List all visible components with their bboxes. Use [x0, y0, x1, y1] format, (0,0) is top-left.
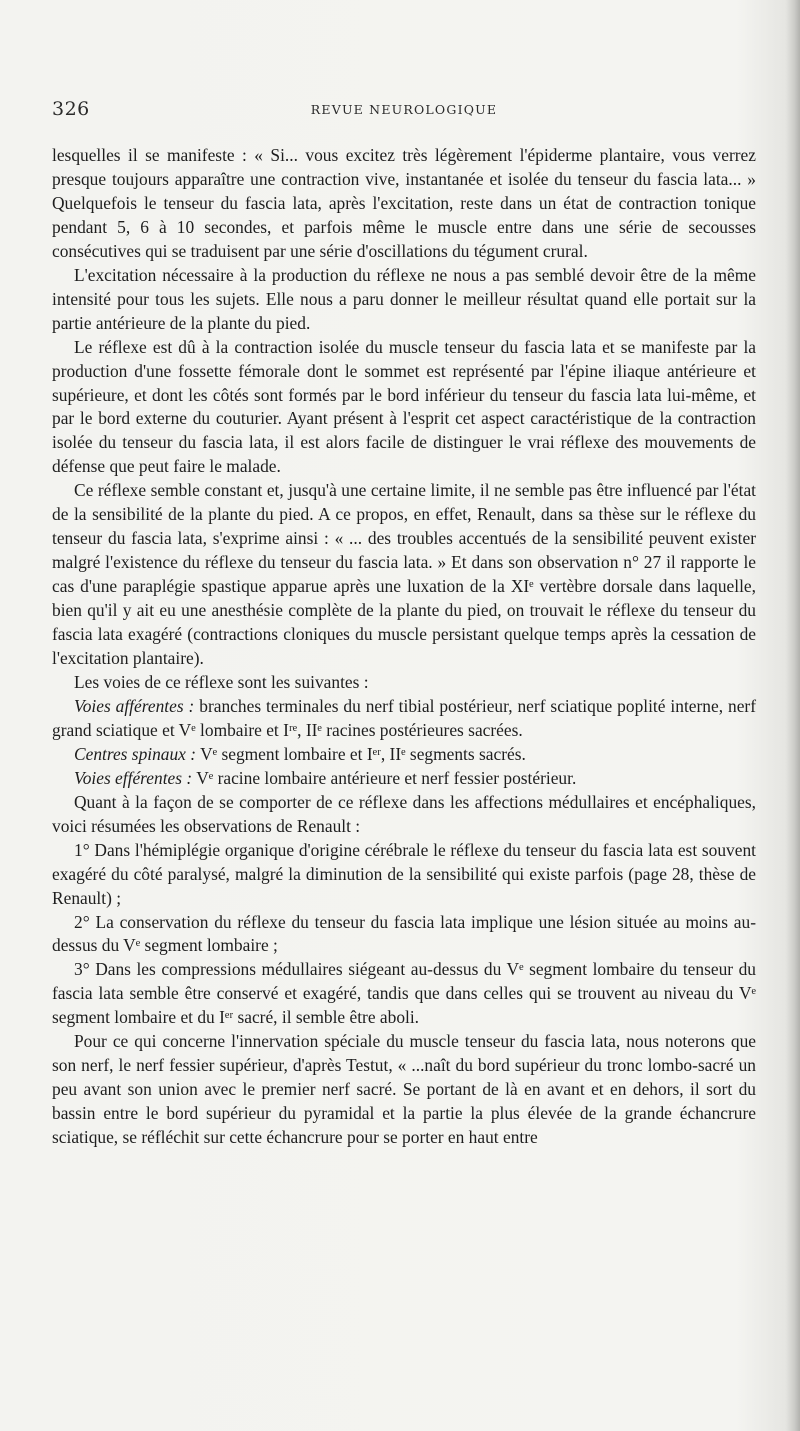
body-text	[52, 144, 756, 1150]
paragraph: L'excitation nécessaire à la production du réflexe ne nous a pas semblé devoir être de la même intensité pour tous les sujets. Elle nous a paru donner le meilleur résultat quand elle portait sur la partie antérieure de la plante du pied.	[52, 264, 756, 333]
paragraph: Le réflexe est dû à la contraction isolée du muscle tenseur du fascia lata et se manifeste par la production d'une fossette fémorale dont le sommet est représenté par l'épine iliaque antérieure et supérieure, et dont les côtés sont formés par le bord inférieur du tenseur du fascia lata lui-même, et par le bord externe du couturier. Ayant présent à l'esprit cet aspect caractéristique de la contraction isolée du tenseur du fascia lata, il est alors facile de distinguer le vrai réflexe des mouvements de défense que peut faire le malade.	[52, 336, 756, 477]
page-edge-shadow	[786, 0, 800, 1431]
observation-item: 2° La conservation du réflexe du tenseur du fascia lata implique une lésion située au moins au-dessus du Vᵉ segment lombaire ;	[52, 911, 756, 956]
observations-intro: Quant à la façon de se comporter de ce réflexe dans les affections médullaires et encéphaliques, voici résumées les observations de Renault :	[52, 791, 756, 836]
paragraph: lesquelles il se manifeste : « Si... vous excitez très légèrement l'épiderme plantaire, vous verrez presque toujours apparaître une contraction vive, instantanée et isolée du tenseur du fascia lata... » Quelquefois le tenseur du fascia lata, après l'excitation, reste dans un état de contraction tonique pendant 5, 6 à 10 secondes, et parfois même le muscle entre dans une série de secousses consécutives qui se traduisent par une série d'oscillations du tégument crural.	[52, 145, 756, 261]
pathway-label: Centres spinaux :	[74, 743, 197, 764]
pathway-afferent	[52, 695, 756, 743]
paragraph: Les voies de ce réflexe sont les suivantes :	[74, 671, 369, 692]
running-title: REVUE NEUROLOGIQUE	[310, 102, 498, 117]
paragraph: Ce réflexe semble constant et, jusqu'à une certaine limite, il ne semble pas être influencé par l'état de la sensibilité de la plante du pied. A ce propos, en effet, Renault, dans sa thèse sur le réflexe du tenseur du fascia lata, s'exprime ainsi : « ... des troubles accentués de la sensibilité peuvent exister malgré l'existence du réflexe du tenseur du fascia lata. » Et dans son observation n° 27 il rapporte le cas d'une paraplégie spastique apparue après une luxation de la XIᵉ vertèbre dorsale dans laquelle, bien qu'il y ait eu une anesthésie complète de la plante du pied, on trouvait le réflexe du tenseur du fascia lata exagéré (contractions cloniques du muscle persistant quelque temps après la cessation de l'excitation plantaire).	[52, 480, 756, 669]
page-header	[52, 98, 756, 122]
pathway-spinal-centres	[52, 743, 756, 767]
pathway-text: Vᵉ racine lombaire antérieure et nerf fessier postérieur.	[196, 767, 577, 788]
pathway-text: Vᵉ segment lombaire et Iᵉʳ, IIᵉ segments sacrés.	[200, 743, 526, 764]
paragraph: Pour ce qui concerne l'innervation spéciale du muscle tenseur du fascia lata, nous noterons que son nerf, le nerf fessier supérieur, d'après Testut, « ...naît du bord supérieur du tronc lombo-sacré un peu avant son union avec le premier nerf sacré. Se portant de là en avant et en dehors, il sort du bassin entre le bord supérieur du pyramidal et la partie la plus élevée de la grande échancrure sciatique, se réfléchit sur cette échancrure pour se porter en haut entre	[52, 1031, 756, 1148]
pathway-efferent	[52, 767, 756, 791]
pathway-label: Voies efférentes :	[74, 767, 193, 788]
observation-item: 1° Dans l'hémiplégie organique d'origine cérébrale le réflexe du tenseur du fascia lata est souvent exagéré du côté paralysé, malgré la diminution de la sensibilité qui existe parfois (page 28, thèse de Renault) ;	[52, 839, 756, 908]
page-number: 326	[52, 98, 90, 120]
pathway-label: Voies afférentes :	[74, 695, 195, 716]
observation-item: 3° Dans les compressions médullaires siégeant au-dessus du Vᵉ segment lombaire du tenseur du fascia lata semble être conservé et exagéré, tandis que dans celles qui se trouvent au niveau du Vᵉ segment lombaire et du Iᵉʳ sacré, il semble être aboli.	[52, 959, 756, 1028]
pathway-text: branches terminales du nerf tibial postérieur, nerf sciatique poplité interne, nerf grand sciatique et Vᵉ lombaire et Iʳᵉ, IIᵉ racines postérieures sacrées.	[52, 695, 756, 740]
